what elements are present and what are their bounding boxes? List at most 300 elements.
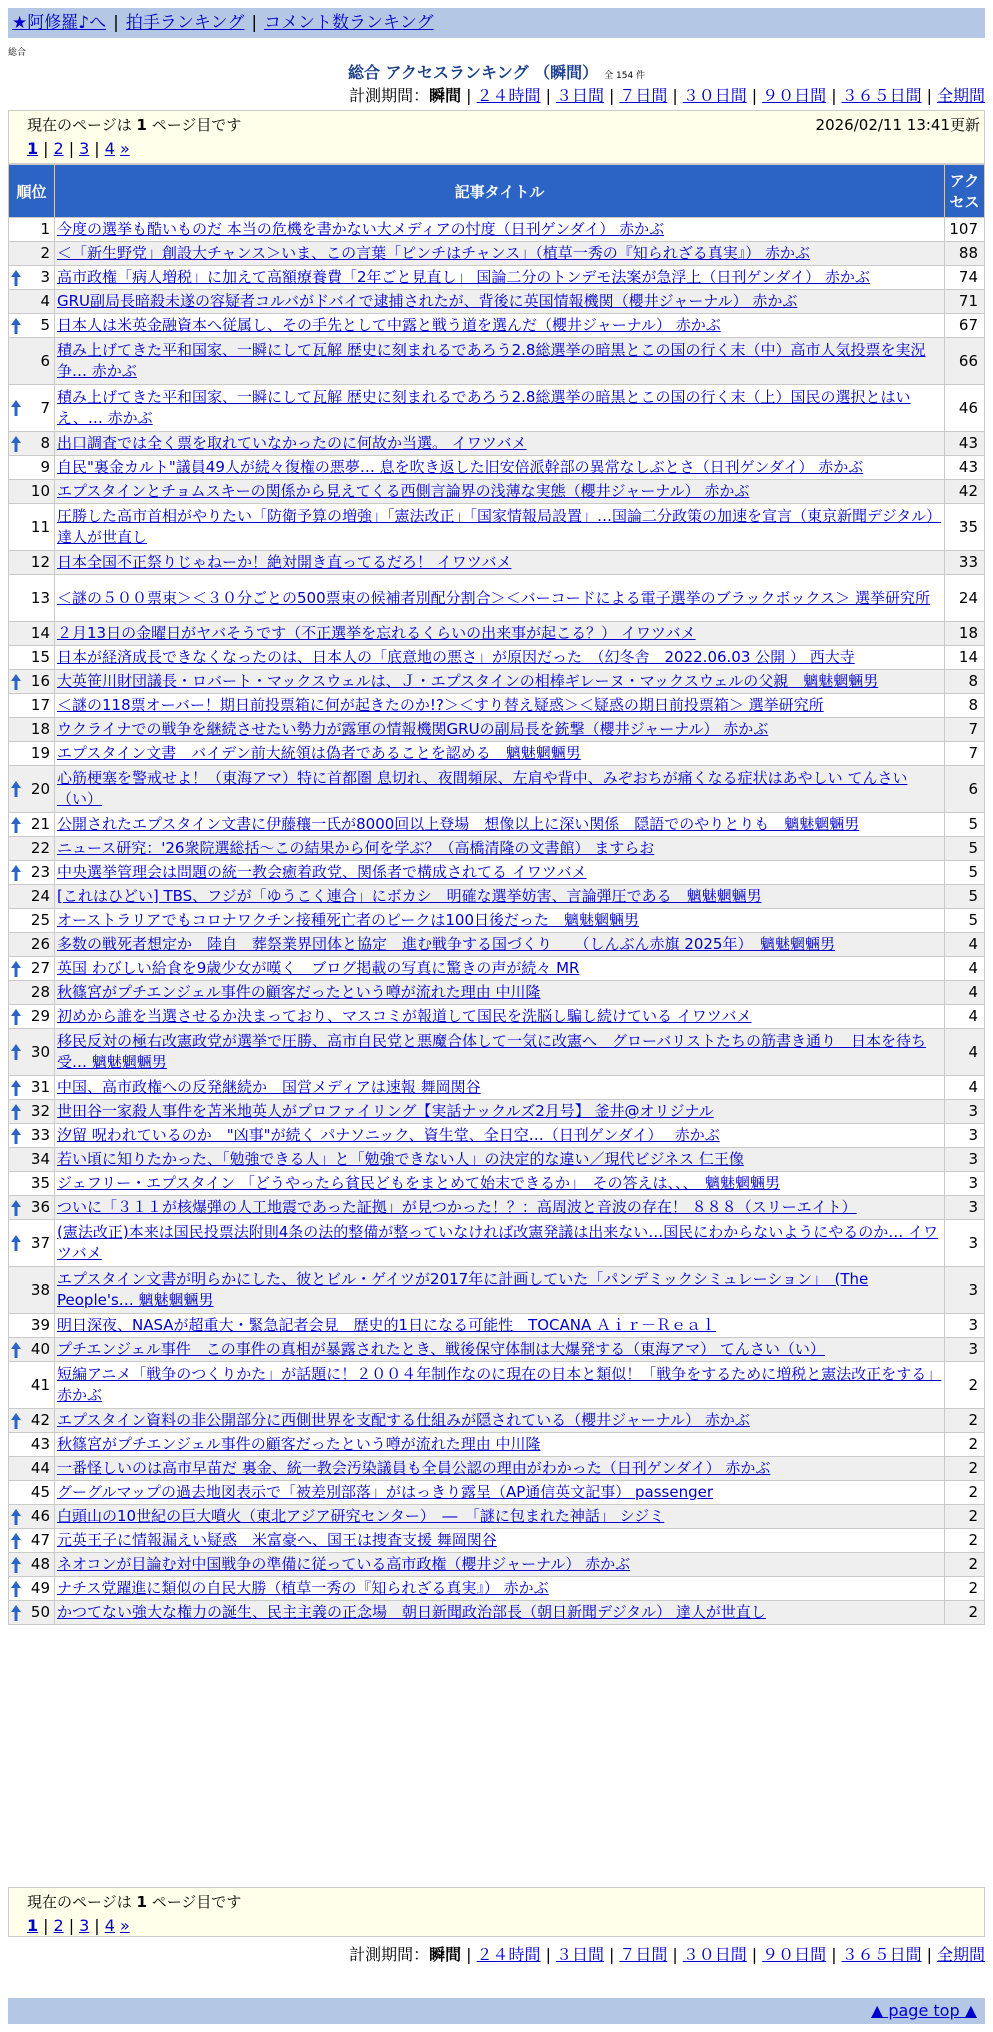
rank-cell <box>9 646 54 669</box>
page-title-text: 総合 アクセスランキング （瞬間） <box>347 63 599 82</box>
access-count: 3 <box>945 1172 984 1195</box>
table-row <box>9 1362 984 1408</box>
title-cell <box>55 646 944 669</box>
article-title-link[interactable]: 自民"裏金カルト"議員49人が続々復権の悪夢… 息を吹き返した旧安倍派幹部の異常なしぶとさ（日刊ゲンダイ） 赤かぶ <box>57 458 864 476</box>
table-row <box>9 885 984 908</box>
title-cell <box>55 861 944 884</box>
period-link-30d[interactable]: ３０日間 <box>682 86 747 105</box>
title-cell <box>55 1601 944 1624</box>
article-title-link[interactable]: 初めから誰を当選させるか決まっており、マスコミが報道して国民を洗脳し騙し続けている イワツバメ <box>57 1007 752 1025</box>
table-row <box>9 1220 984 1266</box>
rank-cell <box>9 1314 54 1337</box>
access-count: 74 <box>945 266 984 289</box>
applause-ranking-link[interactable]: 拍手ランキング <box>125 13 245 33</box>
rank-up-arrow-icon <box>11 270 21 286</box>
access-count: 4 <box>945 1029 984 1075</box>
table-row <box>9 456 984 479</box>
title-cell <box>55 1553 944 1576</box>
article-title-link[interactable]: エプスタインとチョムスキーの関係から見えてくる西側言論界の浅薄な実態（櫻井ジャーナル） 赤かぶ <box>57 482 750 500</box>
article-title-link[interactable]: ＜謎の118票オーバー！期日前投票箱に何が起きたのか!?＞＜すり替え疑惑＞＜疑惑の期日前投票箱＞ 選挙研究所 <box>57 696 824 714</box>
rank-up-arrow-icon <box>11 865 21 881</box>
period-link-3d[interactable]: ３日間 <box>555 1945 604 1964</box>
title-cell <box>55 385 944 431</box>
rank-cell <box>9 1100 54 1123</box>
rank-up-arrow-icon <box>11 1533 21 1549</box>
article-title-link[interactable]: 一番怪しいのは高市早苗だ 裏金、統一教会汚染議員も全員公認の理由がわかった（日刊ゲンダイ） 赤かぶ <box>57 1459 771 1477</box>
rank-number: 44 <box>30 1459 50 1477</box>
article-title-link[interactable]: グーグルマップの過去地図表示で「被差別部落」がはっきり露呈（AP通信英文記事） passenger <box>57 1483 714 1501</box>
access-header: アクセス <box>945 165 984 217</box>
access-count: 8 <box>945 670 984 693</box>
table-row <box>9 909 984 932</box>
period-link-7d[interactable]: ７日間 <box>619 86 668 105</box>
access-count: 35 <box>945 504 984 550</box>
title-cell <box>55 1457 944 1480</box>
rank-number: 46 <box>30 1507 50 1525</box>
period-selector-top: 計測期間：瞬間 | ２４時間 | ３日間 | ７日間 | ３０日間 | ９０日間 | ３６５日間 | 全期間 <box>349 86 985 105</box>
article-title-link[interactable]: 積み上げてきた平和国家、一瞬にして瓦解 歴史に刻まれるであろう2.8総選挙の暗黒とこの国の行く末（中）高市人気投票を実況争… 赤かぶ <box>57 341 926 380</box>
table-row <box>9 314 984 337</box>
page-link-1[interactable]: 1 <box>27 139 39 158</box>
title-cell <box>55 432 944 455</box>
page-link-3[interactable]: 3 <box>79 1916 90 1935</box>
period-link-90d[interactable]: ９０日間 <box>762 1945 827 1964</box>
table-row <box>9 338 984 384</box>
rank-cell <box>9 622 54 645</box>
rank-number: 23 <box>30 863 50 881</box>
article-title-link[interactable]: 多数の戦死者想定か 陸自 葬祭業界団体と協定 進む戦争する国づくり （しんぶん赤旗 2025年） 魑魅魍魎男 <box>57 935 835 953</box>
title-cell <box>55 242 944 265</box>
title-cell <box>55 1267 944 1313</box>
title-cell <box>55 742 944 765</box>
period-link-24h[interactable]: ２４時間 <box>476 1945 541 1964</box>
rank-cell <box>9 1220 54 1266</box>
title-cell <box>55 1005 944 1028</box>
access-count: 5 <box>945 885 984 908</box>
table-row <box>9 933 984 956</box>
rank-up-arrow-icon <box>11 1200 21 1216</box>
article-title-link[interactable]: ニュース研究：'26衆院選総括～この結果から何を学ぶ？（高橋清隆の文書館） ますらお <box>57 839 655 857</box>
rank-number: 8 <box>40 434 50 452</box>
article-title-link[interactable]: 日本が経済成長できなくなったのは、日本人の「底意地の悪さ」が原因だった （幻冬舎 2022.06.03 公開 ） 西大寺 <box>57 648 855 666</box>
table-row <box>9 432 984 455</box>
table-row <box>9 575 984 621</box>
table-row <box>9 957 984 980</box>
rank-up-arrow-icon <box>11 961 21 977</box>
rank-number: 39 <box>30 1316 50 1334</box>
table-row <box>9 1481 984 1504</box>
table-row <box>9 1267 984 1313</box>
table-row <box>9 385 984 431</box>
access-count: 3 <box>945 1148 984 1171</box>
current-page-text: 現在のページは 1 ページ目です <box>27 1893 242 1911</box>
article-title-link[interactable]: 世田谷一家殺人事件を苫米地英人がプロファイリング【実話ナックルズ2月号】 釜井@オリジナル <box>57 1102 714 1120</box>
rank-cell <box>9 837 54 860</box>
access-count: 3 <box>945 1220 984 1266</box>
page-next-link[interactable]: » <box>119 1916 130 1935</box>
rank-cell <box>9 1267 54 1313</box>
rank-number: 32 <box>30 1102 50 1120</box>
title-cell <box>55 456 944 479</box>
table-row <box>9 646 984 669</box>
rank-number: 27 <box>30 959 50 977</box>
access-count: 3 <box>945 1100 984 1123</box>
period-selector-bottom: 計測期間：瞬間 | ２４時間 | ３日間 | ７日間 | ３０日間 | ９０日間 | ３６５日間 | 全期間 <box>349 1945 985 1964</box>
rank-number: 25 <box>30 911 50 929</box>
rank-cell <box>9 1196 54 1219</box>
rank-up-arrow-icon <box>11 817 21 833</box>
article-title-link[interactable]: ネオコンが目論む対中国戦争の準備に従っている高市政権（櫻井ジャーナル） 赤かぶ <box>57 1555 631 1573</box>
rank-cell <box>9 575 54 621</box>
title-cell <box>55 670 944 693</box>
rank-up-arrow-icon <box>11 1557 21 1573</box>
article-title-link[interactable]: 積み上げてきた平和国家、一瞬にして瓦解 歴史に刻まれるであろう2.8総選挙の暗黒とこの国の行く末（上）国民の選択とはいえ、… 赤かぶ <box>57 388 911 427</box>
access-count: 88 <box>945 242 984 265</box>
rank-up-arrow-icon <box>11 1104 21 1120</box>
rank-number: 49 <box>30 1579 50 1597</box>
access-count: 2 <box>945 1409 984 1432</box>
article-title-link[interactable]: 移民反対の極右改憲政党が選挙で圧勝、高市自民党と悪魔合体して一気に改憲へ グローバリストたちの筋書き通り 日本を待ち受… 魑魅魍魎男 <box>57 1032 926 1071</box>
rank-up-arrow-icon <box>11 400 21 416</box>
article-title-link[interactable]: ＜謎の５００票束＞＜３０分ごとの500票束の候補者別配分割合＞＜バーコードによる電子選挙のブラックボックス＞ 選挙研究所 <box>57 588 930 607</box>
title-cell <box>55 314 944 337</box>
rank-up-arrow-icon <box>11 436 21 452</box>
period-link-7d[interactable]: ７日間 <box>619 1945 668 1964</box>
access-count: 4 <box>945 1005 984 1028</box>
title-cell <box>55 1362 944 1408</box>
period-current: 瞬間 <box>429 86 462 105</box>
article-title-link[interactable]: エプスタイン文書 バイデン前大統領は偽者であることを認める 魑魅魍魎男 <box>57 744 581 762</box>
access-count: 2 <box>945 1577 984 1600</box>
page-title <box>0 62 993 87</box>
table-row <box>9 1029 984 1075</box>
article-title-link[interactable]: ジェフリー・エプスタイン 「どうやったら貧民どもをまとめて始末できるか」 その答えは、、、 魑魅魍魎男 <box>57 1174 780 1192</box>
article-title-link[interactable]: 白頭山の10世紀の巨大噴火（東北アジア研究センター） ― 「謎に包まれた神話」 シジミ <box>57 1507 665 1525</box>
rank-number: 38 <box>30 1280 50 1299</box>
access-count: 7 <box>945 718 984 741</box>
page-top-link[interactable]: ▲ page top ▲ <box>870 2001 977 2020</box>
table-row <box>9 837 984 860</box>
rank-cell <box>9 1457 54 1480</box>
rank-number: 26 <box>30 935 50 953</box>
period-link-365d[interactable]: ３６５日間 <box>841 86 922 105</box>
table-row <box>9 504 984 550</box>
period-link-all[interactable]: 全期間 <box>936 86 985 105</box>
updated-timestamp: 2026/02/11 13:41更新 <box>815 116 980 134</box>
article-title-link[interactable]: ナチス党躍進に類似の自民大勝（植草一秀の『知られざる真実』） 赤かぶ <box>57 1579 549 1597</box>
rank-cell <box>9 1148 54 1171</box>
rank-up-arrow-icon <box>11 1235 21 1251</box>
table-row <box>9 1338 984 1361</box>
article-title-link[interactable]: 秋篠宮がプチエンジェル事件の顧客だったという噂が流れた理由 中川隆 <box>57 983 541 1001</box>
rank-number: 21 <box>30 815 50 833</box>
rank-number: 36 <box>30 1198 50 1216</box>
access-count: 6 <box>945 766 984 812</box>
title-cell <box>55 622 944 645</box>
table-row <box>9 766 984 812</box>
article-title-link[interactable]: 若い頃に知りたかった、「勉強できる人」と「勉強できない人」の決定的な違い／現代ビジネス 仁王像 <box>57 1150 744 1168</box>
article-title-link[interactable]: ウクライナでの戦争を継続させたい勢力が露軍の情報機関GRUの副局長を銃撃（櫻井ジャーナル） 赤かぶ <box>57 720 769 738</box>
rank-cell <box>9 1529 54 1552</box>
rank-up-arrow-icon <box>11 1009 21 1025</box>
table-row <box>9 1148 984 1171</box>
rank-number: 7 <box>40 398 50 417</box>
access-count: 8 <box>945 694 984 717</box>
table-row <box>9 290 984 313</box>
period-link-365d[interactable]: ３６５日間 <box>841 1945 922 1964</box>
access-count: 5 <box>945 837 984 860</box>
rank-cell <box>9 1409 54 1432</box>
title-cell <box>55 551 944 574</box>
access-count: 5 <box>945 909 984 932</box>
rank-cell <box>9 861 54 884</box>
pagination-bottom: 1 | 2 | 3 | 4 » <box>27 1916 130 1935</box>
rank-number: 4 <box>40 292 50 310</box>
article-title-link[interactable]: 汐留 呪われているのか "凶事"が続く パナソニック、資生堂、全日空…（日刊ゲンダイ） 赤かぶ <box>57 1126 720 1144</box>
rank-number: 48 <box>30 1555 50 1573</box>
title-cell <box>55 218 944 241</box>
rank-number: 22 <box>30 839 50 857</box>
access-count: 4 <box>945 957 984 980</box>
article-title-link[interactable]: 日本人は米英金融資本へ従属し、その手先として中露と戦う道を選んだ（櫻井ジャーナル） 赤かぶ <box>57 316 721 334</box>
article-title-link[interactable]: 短編アニメ「戦争のつくりかた」が話題に！２００４年制作なのに現在の日本と類似！「戦争をするために増税と憲法改正をする」 赤かぶ <box>57 1365 942 1404</box>
access-count: 3 <box>945 1124 984 1147</box>
rank-number: 19 <box>30 744 50 762</box>
period-link-all[interactable]: 全期間 <box>936 1945 985 1964</box>
rank-up-arrow-icon <box>11 1413 21 1429</box>
rank-number: 34 <box>30 1150 50 1168</box>
table-row <box>9 1433 984 1456</box>
article-title-link[interactable]: (憲法改正)本来は国民投票法附則4条の法的整備が整っていなければ改憲発議は出来ない…国民にわからないようにやるのか… イワツバメ <box>57 1223 939 1262</box>
rank-cell <box>9 338 54 384</box>
page-link-1[interactable]: 1 <box>27 1916 39 1935</box>
footer-bar <box>8 1998 985 2024</box>
page-link-3[interactable]: 3 <box>79 139 90 158</box>
rank-up-arrow-icon <box>11 1044 21 1060</box>
table-row <box>9 1553 984 1576</box>
access-count: 4 <box>945 933 984 956</box>
title-cell <box>55 1124 944 1147</box>
article-title-link[interactable]: 高市政権「病人増税」に加えて高額療養費「2年ごと見直し」 国論二分のトンデモ法案が急浮上（日刊ゲンダイ） 赤かぶ <box>57 268 870 286</box>
table-row <box>9 1529 984 1552</box>
rank-number: 40 <box>30 1340 50 1358</box>
article-title-link[interactable]: 日本全国不正祭りじゃねーか！絶対開き直ってるだろ！ イワツバメ <box>57 553 512 571</box>
article-title-link[interactable]: ２月13日の金曜日がヤバそうです（不正選挙を忘れるくらいの出来事が起こる？） イワツバメ <box>57 624 696 642</box>
access-count: 14 <box>945 646 984 669</box>
table-row <box>9 813 984 836</box>
table-row <box>9 1100 984 1123</box>
title-cell <box>55 1433 944 1456</box>
access-count: 2 <box>945 1601 984 1624</box>
table-row <box>9 1124 984 1147</box>
title-cell <box>55 813 944 836</box>
rank-up-arrow-icon <box>11 1581 21 1597</box>
rank-cell <box>9 266 54 289</box>
rank-cell <box>9 1433 54 1456</box>
rank-number: 13 <box>30 588 50 607</box>
period-link-90d[interactable]: ９０日間 <box>762 86 827 105</box>
title-cell <box>55 1314 944 1337</box>
access-count: 4 <box>945 981 984 1004</box>
title-cell <box>55 1029 944 1075</box>
article-title-link[interactable]: 中央選挙管理会は問題の統一教会癒着政党、関係者で構成されてる イワツバメ <box>57 863 587 881</box>
rank-cell <box>9 456 54 479</box>
title-cell <box>55 933 944 956</box>
access-count: 33 <box>945 551 984 574</box>
article-title-link[interactable]: 秋篠宮がプチエンジェル事件の顧客だったという噂が流れた理由 中川隆 <box>57 1435 541 1453</box>
rank-number: 1 <box>40 220 50 238</box>
article-title-link[interactable]: 心筋梗塞を警戒せよ！（東海アマ）特に首都圏 息切れ、夜間頻尿、左肩や背中、みぞおちが痛くなる症状はあやしい てんさい（い） <box>57 769 908 808</box>
rank-number: 18 <box>30 720 50 738</box>
rank-cell <box>9 1577 54 1600</box>
access-count: 18 <box>945 622 984 645</box>
current-page-text: 現在のページは 1 ページ目です <box>27 116 242 134</box>
article-title-link[interactable]: ＜「新生野党」創設大チャンス＞いま、この言葉「ピンチはチャンス」（植草一秀の『知られざる真実』） 赤かぶ <box>57 244 810 262</box>
table-row <box>9 218 984 241</box>
article-title-link[interactable]: 出口調査では全く票を取れていなかったのに何故か当選。 イワツバメ <box>57 434 527 452</box>
article-title-link[interactable]: 大英笹川財団議長・ロバート・マックスウェルは、Ｊ・エプスタインの相棒ギレーヌ・マックスウェルの父親 魑魅魍魎男 <box>57 672 879 690</box>
rank-cell <box>9 957 54 980</box>
asyura-home-link[interactable]: ★阿修羅♪へ <box>12 13 107 33</box>
article-title-link[interactable]: プチエンジェル事件 この事件の真相が暴露されたとき、戦後保守体制は大爆発する（東海アマ） てんさい（い） <box>57 1340 825 1358</box>
table-row <box>9 1457 984 1480</box>
rank-cell <box>9 480 54 503</box>
access-count: 3 <box>945 1196 984 1219</box>
access-count: 43 <box>945 432 984 455</box>
page-next-link[interactable]: » <box>119 139 130 158</box>
rank-up-arrow-icon <box>11 781 21 797</box>
title-cell <box>55 1338 944 1361</box>
rank-up-arrow-icon <box>11 318 21 334</box>
article-title-link[interactable]: [これはひどい] TBS、フジが「ゆうこく連合」にボカシ 明確な選挙妨害、言論弾圧である 魑魅魍魎男 <box>57 887 762 905</box>
table-row <box>9 1314 984 1337</box>
table-row <box>9 861 984 884</box>
article-title-link[interactable]: 英国 わびしい給食を9歳少女が嘆く ブログ掲載の写真に驚きの声が続々 MR <box>57 959 580 977</box>
title-cell <box>55 1172 944 1195</box>
table-row <box>9 266 984 289</box>
rank-number: 10 <box>30 482 50 500</box>
period-link-24h[interactable]: ２４時間 <box>476 86 541 105</box>
page-info-bottom <box>8 1887 985 1937</box>
rank-cell <box>9 1362 54 1408</box>
page-link-2[interactable]: 2 <box>53 1916 64 1935</box>
rank-cell <box>9 218 54 241</box>
rank-up-arrow-icon <box>11 1342 21 1358</box>
title-cell <box>55 575 944 621</box>
access-count: 2 <box>945 1529 984 1552</box>
article-title-link[interactable]: 今度の選挙も酷いものだ 本当の危機を書かない大メディアの忖度（日刊ゲンダイ） 赤かぶ <box>57 220 665 238</box>
title-cell <box>55 290 944 313</box>
page-link-4[interactable]: 4 <box>104 139 115 158</box>
title-cell <box>55 1100 944 1123</box>
rank-header: 順位 <box>9 165 54 217</box>
page-link-4[interactable]: 4 <box>104 1916 115 1935</box>
total-count: 全 154 件 <box>604 71 646 81</box>
access-count: 7 <box>945 742 984 765</box>
page-link-2[interactable]: 2 <box>53 139 64 158</box>
rank-number: 45 <box>30 1483 50 1501</box>
rank-cell <box>9 504 54 550</box>
rank-cell <box>9 1076 54 1099</box>
table-row <box>9 694 984 717</box>
period-link-3d[interactable]: ３日間 <box>555 86 604 105</box>
rank-number: 35 <box>30 1174 50 1192</box>
table-row <box>9 622 984 645</box>
rank-cell <box>9 1553 54 1576</box>
rank-cell <box>9 432 54 455</box>
title-cell <box>55 1505 944 1528</box>
comment-ranking-link[interactable]: コメント数ランキング <box>264 13 434 33</box>
rank-cell <box>9 385 54 431</box>
access-count: 2 <box>945 1362 984 1408</box>
rank-cell <box>9 670 54 693</box>
article-title-link[interactable]: オーストラリアでもコロナワクチン接種死亡者のピークは100日後だった 魑魅魍魎男 <box>57 911 639 929</box>
article-title-link[interactable]: エプスタイン資料の非公開部分に西側世界を支配する仕組みが隠されている（櫻井ジャーナル） 赤かぶ <box>57 1411 750 1429</box>
title-cell <box>55 1076 944 1099</box>
rank-number: 20 <box>30 779 50 798</box>
rank-number: 43 <box>30 1435 50 1453</box>
title-cell <box>55 837 944 860</box>
article-title-link[interactable]: GRU副局長暗殺未遂の容疑者コルバがドバイで逮捕されたが、背後に英国情報機関（櫻井ジャーナル） 赤かぶ <box>57 292 798 310</box>
rank-cell <box>9 718 54 741</box>
period-label: 計測期間： <box>349 1945 430 1964</box>
table-row <box>9 242 984 265</box>
rank-cell <box>9 1005 54 1028</box>
title-cell <box>55 1220 944 1266</box>
table-row <box>9 670 984 693</box>
rank-number: 41 <box>30 1375 50 1394</box>
title-cell <box>55 338 944 384</box>
title-cell <box>55 718 944 741</box>
article-title-link[interactable]: エプスタイン文書が明らかにした、彼とビル・ゲイツが2017年に計画していた「パンデミックシミュレーション」 (The People's… 魑魅魍魎男 <box>57 1270 869 1309</box>
title-cell <box>55 480 944 503</box>
access-count: 2 <box>945 1505 984 1528</box>
title-cell <box>55 1481 944 1504</box>
table-row <box>9 742 984 765</box>
table-row <box>9 1409 984 1432</box>
nav-separator: | <box>251 13 258 33</box>
category-label: 総合 <box>8 48 27 58</box>
rank-cell <box>9 242 54 265</box>
table-row <box>9 718 984 741</box>
rank-up-arrow-icon <box>11 1080 21 1096</box>
article-title-link[interactable]: 明日深夜、NASAが超重大・緊急記者会見 歴史的1日になる可能性 TOCANA Ａｉｒ－Ｒｅａｌ <box>57 1316 717 1334</box>
access-count: 2 <box>945 1553 984 1576</box>
article-title-link[interactable]: ついに「３１１が核爆弾の人工地震であった証拠」が見つかった！？：高周波と音波の存在！ ８８８（スリーエイト） <box>57 1198 857 1216</box>
rank-number: 17 <box>30 696 50 714</box>
article-title-link[interactable]: 圧勝した高市首相がやりたい「防衛予算の増強」「憲法改正」「国家情報局設置」…国論二分政策の加速を宣言（東京新聞デジタル） 達人が世直し <box>57 507 942 546</box>
access-count: 5 <box>945 813 984 836</box>
rank-cell <box>9 1029 54 1075</box>
title-cell <box>55 909 944 932</box>
title-cell <box>55 1148 944 1171</box>
table-row <box>9 551 984 574</box>
rank-up-arrow-icon <box>11 674 21 690</box>
period-link-30d[interactable]: ３０日間 <box>682 1945 747 1964</box>
access-count: 4 <box>945 1076 984 1099</box>
rank-cell <box>9 1601 54 1624</box>
pagination-top: 1 | 2 | 3 | 4 » <box>27 139 130 158</box>
rank-cell <box>9 885 54 908</box>
access-count: 24 <box>945 575 984 621</box>
rank-number: 33 <box>30 1126 50 1144</box>
article-title-link[interactable]: かつてない強大な権力の誕生、民主主義の正念場 朝日新聞政治部長（朝日新聞デジタル） 達人が世直し <box>57 1603 766 1621</box>
access-count: 107 <box>945 218 984 241</box>
article-title-link[interactable]: 中国、高市政権への反発継続か 国営メディアは速報 舞岡関谷 <box>57 1078 481 1096</box>
article-title-link[interactable]: 公開されたエプスタイン文書に伊藤穰一氏が8000回以上登場 想像以上に深い関係 隠語でのやりとりも 魑魅魍魎男 <box>57 815 860 833</box>
access-count: 2 <box>945 1433 984 1456</box>
article-title-link[interactable]: 元英王子に情報漏えい疑惑 米富豪へ、国王は捜査支援 舞岡関谷 <box>57 1531 497 1549</box>
